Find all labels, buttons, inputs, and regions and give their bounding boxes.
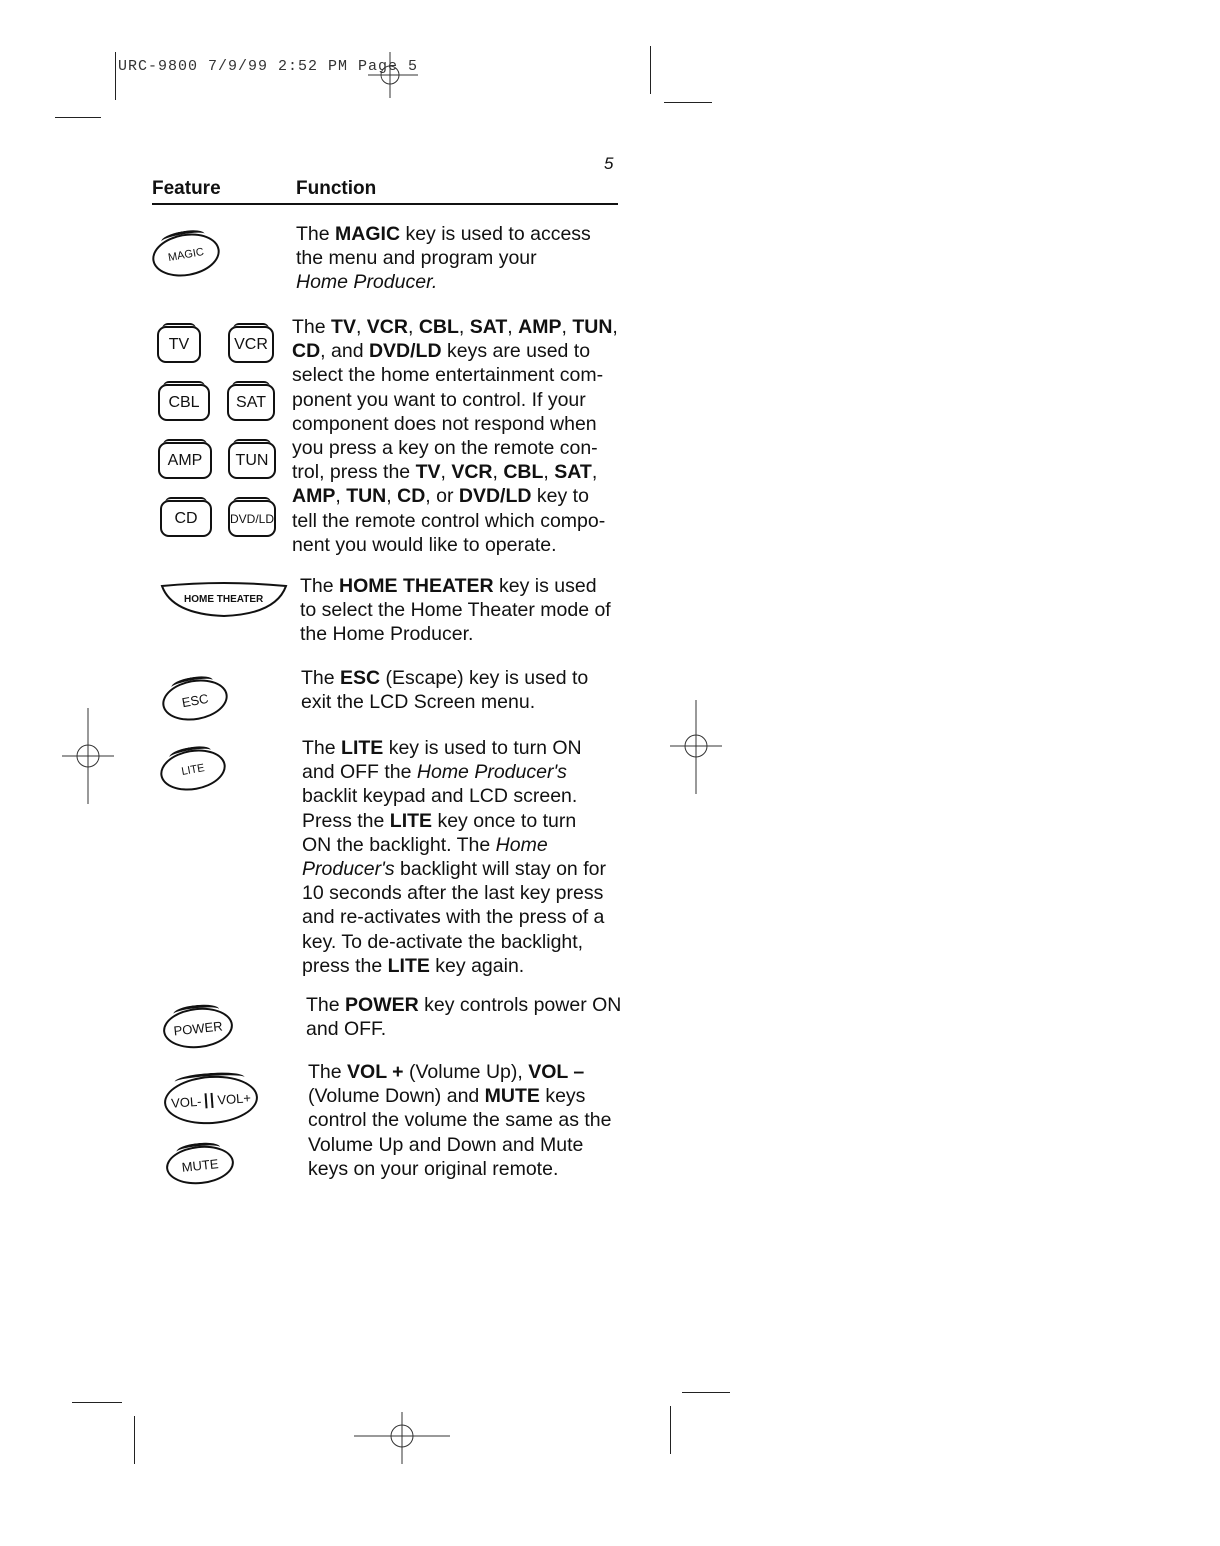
entry-home-theater	[300, 574, 640, 647]
description-line: component does not respond when	[292, 412, 597, 435]
description-line: The LITE key is used to turn ON	[302, 737, 582, 759]
lite-key-icon	[157, 745, 229, 796]
dvd-ld-key-label: DVD/LD	[230, 511, 275, 526]
description-line: and OFF the Home Producer's	[302, 761, 567, 784]
tv-key-icon	[157, 326, 201, 363]
description-line: (Volume Down) and MUTE keys	[308, 1085, 586, 1108]
registration-mark-icon	[668, 698, 724, 796]
esc-key-icon	[159, 675, 231, 726]
description-line: exit the LCD Screen menu.	[301, 691, 536, 714]
description-line: The TV, VCR, CBL, SAT, AMP, TUN,	[292, 316, 618, 338]
description-line: Press the LITE key once to turn	[302, 809, 577, 832]
header-rule	[152, 203, 618, 205]
description-line: Home Producer.	[296, 271, 438, 294]
vcr-key-icon	[228, 326, 274, 363]
description-line: control the volume the same as the	[308, 1109, 612, 1132]
description-line: The POWER key controls power ON	[306, 994, 622, 1016]
vol-minus-key-label: VOL-	[171, 1093, 208, 1110]
description-line: press the LITE key again.	[302, 954, 525, 977]
tun-key-icon	[228, 442, 276, 479]
description-line: The MAGIC key is used to access	[296, 223, 591, 245]
cd-key-label: CD	[174, 509, 198, 527]
page-number: 5	[604, 154, 614, 173]
vol-plus-key-label: VOL+	[211, 1090, 252, 1108]
registration-mark-icon	[352, 1410, 452, 1466]
crop-mark	[134, 1416, 135, 1464]
description-line: the Home Producer.	[300, 623, 474, 646]
cbl-key-icon	[158, 384, 210, 421]
entry-devices	[292, 315, 622, 557]
description-line: The VOL + (Volume Up), VOL –	[308, 1061, 585, 1083]
description-line: select the home entertainment com-	[292, 364, 604, 387]
crop-mark	[55, 117, 101, 118]
power-key-label: POWER	[172, 1017, 224, 1039]
vcr-key-label: VCR	[234, 335, 268, 353]
description-line: and OFF.	[306, 1018, 387, 1041]
entry-magic	[296, 222, 636, 295]
tun-key-label: TUN	[235, 451, 269, 469]
magic-key-icon	[149, 228, 223, 281]
feature-heading: Feature	[152, 178, 221, 199]
entry-lite	[302, 736, 632, 978]
amp-key-label: AMP	[167, 451, 203, 469]
description-line: trol, press the TV, VCR, CBL, SAT,	[292, 461, 598, 484]
description-line: The HOME THEATER key is used	[300, 575, 597, 597]
description-line: The ESC (Escape) key is used to	[301, 667, 589, 689]
print-slug: URC-9800 7/9/99 2:52 PM Page 5	[118, 58, 419, 75]
description-line: the menu and program your	[296, 247, 537, 270]
cd-key-icon	[160, 500, 212, 537]
crop-mark	[650, 46, 651, 94]
description-line: Producer's backlight will stay on for	[302, 858, 606, 881]
home-theater-key-label: HOME THEATER	[184, 594, 264, 605]
description-line: tell the remote control which compo-	[292, 509, 606, 532]
sat-key-icon	[227, 384, 275, 421]
volume-keys-icon	[162, 1073, 259, 1127]
crop-mark	[682, 1392, 730, 1393]
description-line: Volume Up and Down and Mute	[308, 1133, 584, 1156]
description-line: you press a key on the remote con-	[292, 437, 598, 460]
crop-mark	[664, 102, 712, 103]
description-line: keys on your original remote.	[308, 1157, 559, 1180]
description-line: to select the Home Theater mode of	[300, 599, 611, 622]
lite-key-label: LITE	[180, 762, 206, 778]
amp-key-icon	[158, 442, 212, 479]
description-line: backlit keypad and LCD screen.	[302, 785, 578, 808]
sat-key-label: SAT	[236, 393, 266, 411]
description-line: ponent you want to control. If your	[292, 388, 586, 411]
description-line: 10 seconds after the last key press	[302, 882, 604, 905]
magic-key-label: MAGIC	[167, 245, 205, 265]
esc-key-label: ESC	[180, 690, 210, 710]
entry-power	[306, 993, 636, 1041]
entry-esc	[301, 666, 641, 714]
mute-key-label: MUTE	[180, 1155, 220, 1175]
description-line: AMP, TUN, CD, or DVD/LD key to	[292, 485, 589, 508]
tv-key-label: TV	[168, 335, 190, 353]
entry-volume	[308, 1060, 638, 1181]
description-line: and re-activates with the press of a	[302, 906, 605, 929]
cbl-key-label: CBL	[168, 393, 200, 411]
power-key-icon	[161, 1004, 235, 1051]
description-line: ON the backlight. The Home	[302, 833, 548, 856]
description-line: key. To de-activate the backlight,	[302, 930, 584, 953]
crop-mark	[670, 1406, 671, 1454]
description-line: CD, and DVD/LD keys are used to	[292, 340, 591, 363]
registration-mark-icon	[60, 706, 116, 806]
function-heading: Function	[296, 178, 377, 199]
dvd-ld-key-icon	[228, 500, 276, 537]
description-line: nent you would like to operate.	[292, 533, 557, 556]
mute-key-icon	[164, 1143, 236, 1188]
crop-mark	[72, 1402, 122, 1403]
crop-mark	[115, 52, 116, 100]
